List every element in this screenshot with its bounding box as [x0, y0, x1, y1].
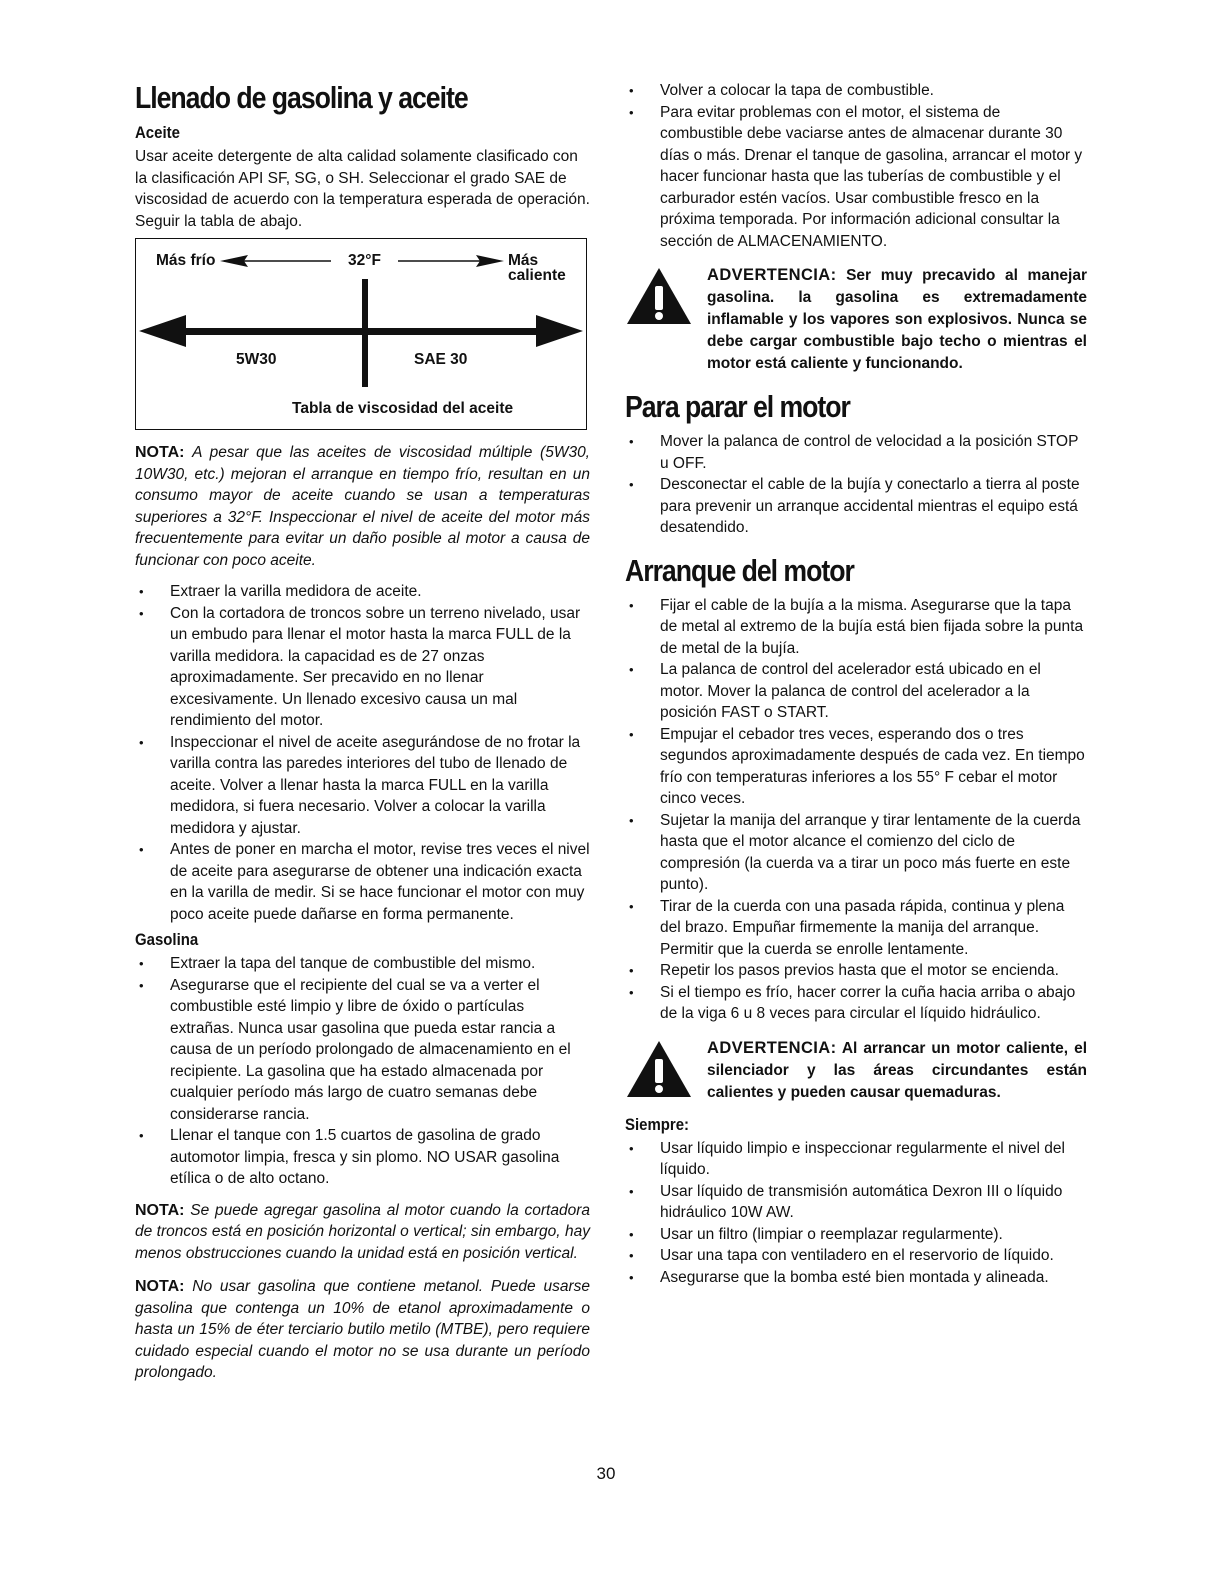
- list-item: • Llenar el tanque con 1.5 cuartos de gasolina de grado automotor limpia, fresca y sin plomo. NO USAR gasolina etílica o de alto octano.: [135, 1125, 590, 1190]
- heading-gasolina: Gasolina: [135, 930, 199, 949]
- list-item: • Usar líquido de transmisión automática Dexron III o líquido hidráulico 10W AW.: [625, 1181, 1087, 1224]
- chart-label-temp: 32°F: [348, 252, 381, 269]
- list-item: • Para evitar problemas con el motor, el sistema de combustible debe vaciarse antes de almacenar durante 30 días o más. Drenar el tanque de gasolina, arrancar el motor y hacer funcionar hasta que las tuberías de combustible y el carburador estén vacíos. Usar combustible fresco en la próxima temporada. Por información adicional consultar la sección de ALMACENAMIENTO.: [625, 102, 1087, 253]
- warning-gasoline-text: [707, 264, 1087, 375]
- fuel-continue-list: [625, 80, 1087, 252]
- list-item: • Mover la palanca de control de velocidad a la posición STOP u OFF.: [625, 431, 1087, 474]
- chart-label-colder: Más frío: [156, 252, 216, 269]
- list-item: • Volver a colocar la tapa de combustible.: [625, 80, 1087, 102]
- list-item: • Con la cortadora de troncos sobre un terreno nivelado, usar un embudo para llenar el motor hasta la marca FULL de la varilla medidora. la capacidad es de 27 onzas aproximadamente. Ser precavido en no llenar excesivamente. Un llenado excesivo causa un mal rendimiento del motor.: [135, 603, 590, 732]
- start-bullet-list: [625, 595, 1087, 1025]
- nota-text: A pesar que las aceites de viscosidad múltiple (5W30, 10W30, etc.) mejoran el arranque en tiempo frío, resultan en un consumo mayor de aceite cuando se usan a temperaturas superiores a 32°F. Inspeccionar el nivel de aceite del motor más frecuentemente para evitar un daño posible al motor a causa de funcionar con poco aceite.: [135, 444, 590, 569]
- warning-label: ADVERTENCIA:: [707, 1038, 837, 1057]
- heading-siempre: Siempre:: [625, 1114, 690, 1134]
- warning-body: Al arrancar un motor caliente, el silenciador y las áreas circundantes están calientes y pueden causar quemaduras.: [707, 1039, 1087, 1101]
- nota-text: Se puede agregar gasolina al motor cuando la cortadora de troncos está en posición horizontal o vertical; sin embargo, hay menos obstrucciones cuando la unidad está en posición vertical.: [135, 1201, 590, 1262]
- nota-position: [135, 1200, 590, 1265]
- oil-bullet-list: [135, 581, 590, 925]
- chart-label-warmer: Más: [508, 252, 539, 269]
- list-item: • Usar un filtro (limpiar o reemplazar regularmente).: [625, 1224, 1087, 1246]
- list-item: • Fijar el cable de la bujía a la misma. Asegurarse que la tapa de metal al extremo de la bujía está bien fijada sobre la punta de metal de la bujía.: [625, 595, 1087, 660]
- main-arrow-shaft: [176, 328, 546, 335]
- nota-multigrade: [135, 442, 590, 571]
- chart-grade-warm: SAE 30: [414, 351, 468, 368]
- list-item: • Antes de poner en marcha el motor, revise tres veces el nivel de aceite para asegurarse de obtener una indicación exacta en la varilla de medir. Si se hace funcionar el motor con muy poco aceite puede dañarse en forma permanente.: [135, 839, 590, 925]
- list-item: • Extraer la tapa del tanque de combustible del mismo.: [135, 953, 590, 975]
- list-item: • Usar líquido limpio e inspeccionar regularmente el nivel del líquido.: [625, 1138, 1087, 1181]
- list-item: • Asegurarse que el recipiente del cual se va a verter el combustible esté limpio y libre de óxido o partículas extrañas. Nunca usar gasolina que pueda estar rancia a causa de un período prolongado de almacenamiento en el recipiente. La gasolina que ha estado almacenada por cualquier período más largo de cuatro semanas debe considerarse rancia.: [135, 975, 590, 1126]
- main-arrow-right-head: [536, 315, 583, 347]
- list-item: • Desconectar el cable de la bujía y conectarlo a tierra al poste para prevenir un arranque accidental mientras el equipo está desatendido.: [625, 474, 1087, 539]
- warning-hot-muffler-text: [707, 1037, 1087, 1104]
- list-item: • Usar una tapa con ventiladero en el reservorio de líquido.: [625, 1245, 1087, 1267]
- chart-caption: Tabla de viscosidad del aceite: [292, 400, 514, 417]
- right-column: [625, 80, 1087, 1288]
- top-arrow-left-head: [220, 255, 248, 267]
- section-title-fuel-oil: Llenado de gasolina y aceite: [135, 80, 468, 115]
- list-item: • Asegurarse que la bomba esté bien montada y alineada.: [625, 1267, 1087, 1289]
- section-title-stop-engine: Para parar el motor: [625, 389, 850, 424]
- siempre-bullet-list: [625, 1138, 1087, 1289]
- warning-triangle-icon: [625, 1039, 693, 1099]
- list-item: • Sujetar la manija del arranque y tirar lentamente de la cuerda hasta que el motor alcance el comienzo del ciclo de compresión (la cuerda va a tirar un poco más fuerte en este punto).: [625, 810, 1087, 896]
- nota-label: NOTA:: [135, 1201, 185, 1219]
- section-title-start-engine: Arranque del motor: [625, 552, 854, 588]
- viscosity-chart: [135, 238, 587, 430]
- warning-hot-muffler: [625, 1037, 1087, 1104]
- left-column: [135, 80, 590, 1384]
- chart-label-warmer-2: caliente: [508, 267, 566, 284]
- main-arrow-left-head: [139, 315, 186, 347]
- warning-triangle-icon: [625, 266, 693, 326]
- list-item: • Tirar de la cuerda con una pasada rápida, continua y plena del brazo. Empuñar firmemente la manija del arranque. Permitir que la cuerda se enrolle lentamente.: [625, 896, 1087, 961]
- heading-aceite: Aceite: [135, 123, 180, 142]
- list-item: • Inspeccionar el nivel de aceite asegurándose de no frotar la varilla contra las paredes interiores del tubo de llenado de aceite. Volver a llenar hasta la marca FULL en la varilla medidora, si fuera necesario. Volver a colocar la varilla medidora y ajustar.: [135, 732, 590, 840]
- page-number: 30: [596, 1464, 616, 1483]
- nota-text: No usar gasolina que contiene metanol. Puede usarse gasolina que contenga un 10% de etanol aproximadamente o hasta un 15% de éter terciario butilo metilo (MTBE), pero requiere cuidado especial cuando el motor no se usa durante un período prolongado.: [135, 1278, 590, 1381]
- list-item: • Extraer la varilla medidora de aceite.: [135, 581, 590, 603]
- nota-label: NOTA:: [135, 1278, 185, 1295]
- chart-grade-cold: 5W30: [236, 351, 277, 368]
- list-item: • La palanca de control del acelerador está ubicado en el motor. Mover la palanca de control del acelerador a la posición FAST o START.: [625, 659, 1087, 724]
- warning-body: Ser muy precavido al manejar gasolina. la gasolina es extremadamente inflamable y los vapores son explosivos. Nunca se debe cargar combustible bajo techo o mientras el motor está caliente y funcionando.: [707, 267, 1088, 372]
- list-item: • Repetir los pasos previos hasta que el motor se encienda.: [625, 960, 1087, 982]
- warning-label: ADVERTENCIA:: [707, 266, 837, 284]
- stop-bullet-list: [625, 431, 1087, 539]
- top-arrow-right-head: [476, 255, 504, 267]
- list-item: • Si el tiempo es frío, hacer correr la cuña hacia arriba o abajo de la viga 6 u 8 veces para circular el líquido hidráulico.: [625, 982, 1087, 1025]
- list-item: • Empujar el cebador tres veces, esperando dos o tres segundos aproximadamente después de cada vez. En tiempo frío con temperaturas inferiores a los 55° F cebar el motor cinco veces.: [625, 724, 1087, 810]
- aceite-intro: Usar aceite detergente de alta calidad solamente clasificado con la clasificación API SF, SG, o SH. Seleccionar el grado SAE de viscosidad de acuerdo con la temperatura esperada de operación. Seguir la tabla de abajo.: [135, 148, 590, 230]
- gas-bullet-list: [135, 953, 590, 1190]
- nota-label: NOTA:: [135, 444, 185, 461]
- warning-gasoline: [625, 264, 1087, 375]
- nota-methanol: [135, 1276, 590, 1384]
